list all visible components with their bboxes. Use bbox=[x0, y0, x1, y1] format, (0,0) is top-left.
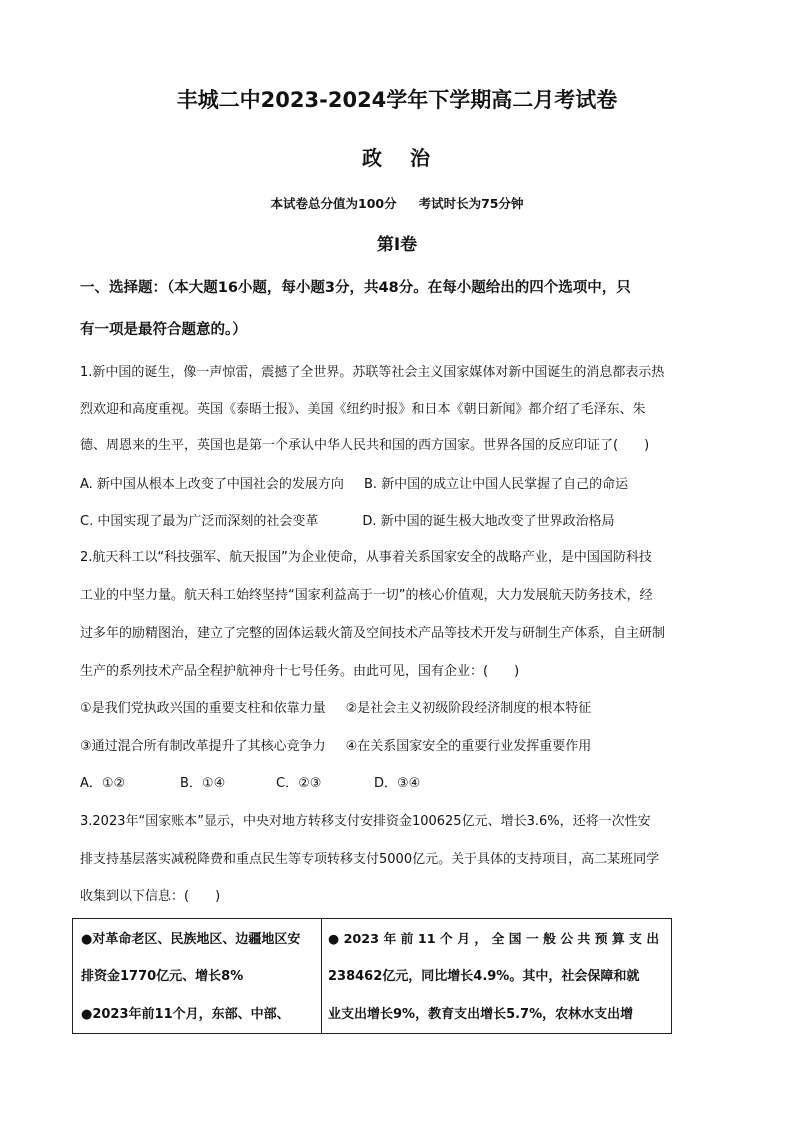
q1-option-a: A. 新中国从根本上改变了中国社会的发展方向 bbox=[80, 477, 344, 492]
q2-options-row bbox=[80, 772, 720, 791]
q1-option-b: B. 新中国的成立让中国人民掌握了自己的命运 bbox=[363, 477, 629, 492]
q1-options-row-1 bbox=[80, 473, 720, 492]
subject-char-2: 治 bbox=[410, 146, 432, 170]
q2-option-b: B．①④ bbox=[180, 776, 226, 791]
q3-table-left-cell bbox=[73, 919, 322, 1033]
q2-statement-4: ④在关系国家安全的重要行业发挥重要作用 bbox=[345, 739, 592, 754]
q1-stem-line: 德、周恩来的生平，英国也是第一个承认中华人民共和国的西方国家。世界各国的反应印证了( ) bbox=[80, 438, 650, 453]
subject-char-1: 政 bbox=[362, 146, 384, 170]
table-line: ● 2023 年 前 11 个 月 ， 全 国 一 般 公 共 预 算 支 出 bbox=[328, 932, 660, 947]
q2-statements-row-1 bbox=[80, 697, 720, 716]
q3-stem-line: 排支持基层落实减税降费和重点民生等专项转移支付5000亿元。关于具体的支持项目，高二某班同学 bbox=[80, 852, 660, 867]
q1-stem-line: 烈欢迎和高度重视。英国《泰晤士报》、美国《纽约时报》和日本《朝日新闻》都介绍了毛泽东、朱 bbox=[80, 402, 646, 417]
section-heading-line2: 有一项是最符合题意的。） bbox=[80, 322, 247, 338]
total-score: 本试卷总分值为100分 bbox=[270, 196, 397, 211]
q2-option-a: A．①② bbox=[80, 776, 126, 791]
exam-duration: 考试时长为75分钟 bbox=[418, 196, 524, 211]
q2-statement-3: ③通过混合所有制改革提升了其核心竞争力 bbox=[80, 739, 326, 754]
table-line: 业支出增长9%，教育支出增长5.7%，农林水支出增 bbox=[328, 1007, 634, 1022]
q2-statement-2: ②是社会主义初级阶段经济制度的根本特征 bbox=[345, 701, 592, 716]
q2-statement-1: ①是我们党执政兴国的重要支柱和依靠力量 bbox=[80, 701, 326, 716]
q3-info-table bbox=[72, 918, 672, 1034]
q2-stem-line: 工业的中坚力量。航天科工始终坚持“国家利益高于一切”的核心价值观，大力发展航天防务技术，经 bbox=[80, 588, 653, 603]
q3-stem-line: 收集到以下信息：( ) bbox=[80, 889, 221, 904]
q2-stem-line: 2.航天科工以“科技强军、航天报国”为企业使命，从事着关系国家安全的战略产业，是中国国防科技 bbox=[80, 550, 652, 565]
table-line: 238462亿元，同比增长4.9%。其中，社会保障和就 bbox=[328, 969, 640, 984]
q2-stem-line: 生产的系列技术产品全程护航神舟十七号任务。由此可见，国有企业：( ) bbox=[80, 664, 520, 679]
exam-title: 丰城二中2023-2024学年下学期高二月考试卷 bbox=[176, 88, 618, 112]
q1-options-row-2 bbox=[80, 510, 720, 529]
table-line: ●2023年前11个月，东部、中部、 bbox=[81, 1007, 290, 1022]
section-heading-line1: 一、选择题：（本大题16小题，每小题3分，共48分。在每小题给出的四个选项中，只 bbox=[80, 280, 631, 296]
q1-option-c: C. 中国实现了最为广泛而深刻的社会变革 bbox=[80, 514, 319, 529]
q2-statements-row-2 bbox=[80, 735, 720, 754]
q1-option-d: D. 新中国的诞生极大地改变了世界政治格局 bbox=[362, 514, 615, 529]
exam-info bbox=[0, 194, 794, 212]
q2-stem-line: 过多年的励精图治，建立了完整的固体运载火箭及空间技术产品等技术开发与研制生产体系，自主研制 bbox=[80, 626, 666, 641]
q2-option-d: D．③④ bbox=[374, 776, 421, 791]
q3-table-right-cell bbox=[322, 919, 671, 1033]
q3-stem-line: 3.2023年“国家账本”显示，中央对地方转移支付安排资金100625亿元、增长3.6%，还将一次性安 bbox=[80, 814, 651, 829]
subject-title bbox=[0, 142, 794, 171]
volume-heading: 第Ⅰ卷 bbox=[376, 235, 418, 255]
table-line: 排资金1770亿元、增长8% bbox=[81, 969, 244, 984]
table-line: ●对革命老区、民族地区、边疆地区安 bbox=[81, 932, 301, 947]
q2-option-c: C．②③ bbox=[276, 776, 322, 791]
q1-stem-line: 1.新中国的诞生，像一声惊雷，震撼了全世界。苏联等社会主义国家媒体对新中国诞生的消息都表示热 bbox=[80, 365, 665, 380]
